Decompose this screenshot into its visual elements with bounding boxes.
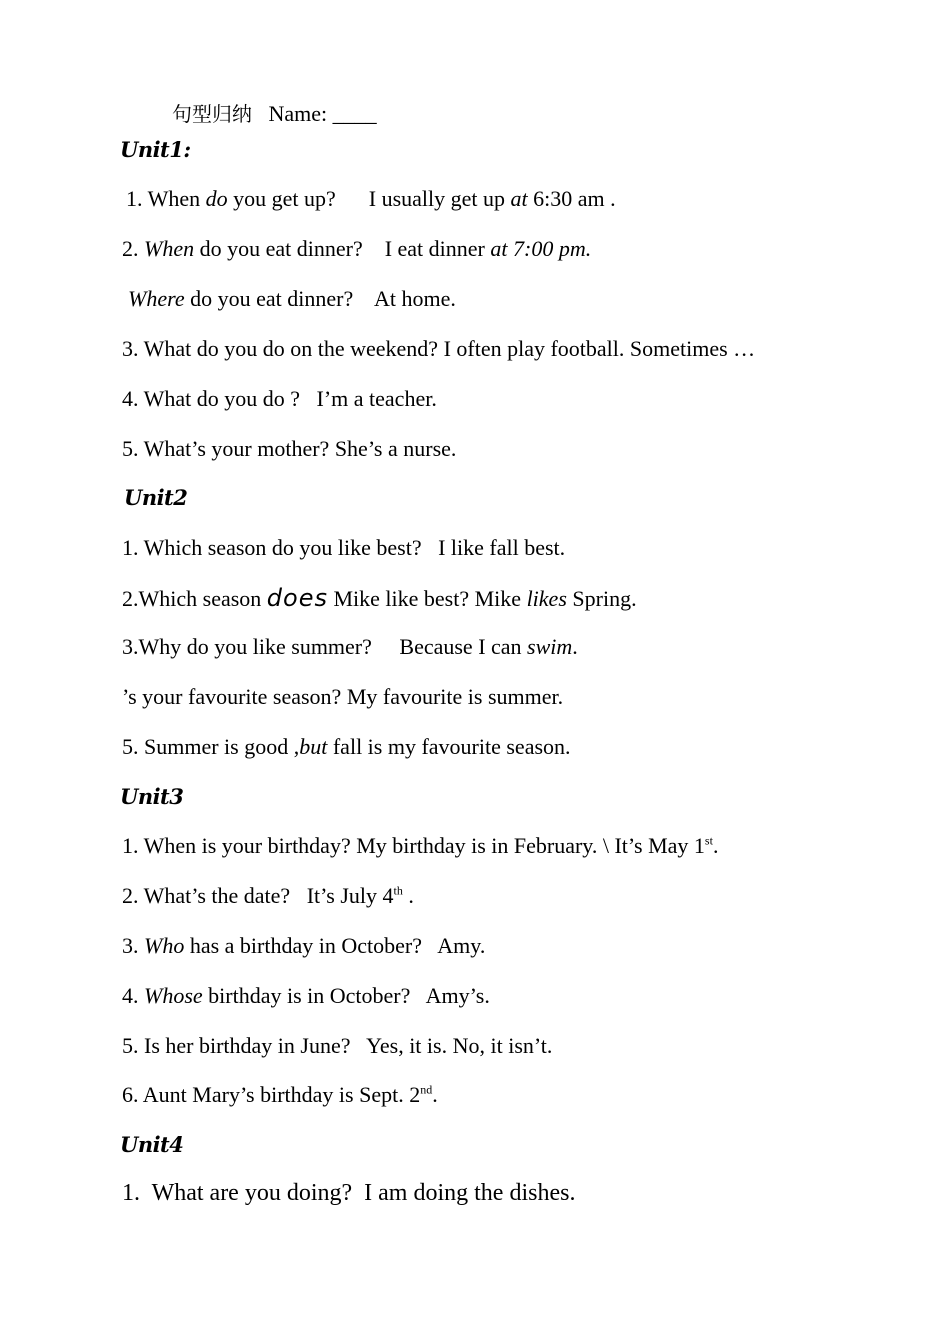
unit2-line-3: 3.Why do you like summer? Because I can swim. <box>122 634 578 659</box>
unit3-line-5: 5. Is her birthday in June? Yes, it is. No, it isn’t. <box>122 1033 553 1058</box>
unit2-line-2: 2.Which season does Mike like best? Mike likes Spring. <box>122 584 637 612</box>
unit3-line-3: 3. Who has a birthday in October? Amy. <box>122 933 486 958</box>
unit3-line-1: 1. When is your birthday? My birthday is in February. \ It’s May 1st. <box>122 833 719 858</box>
unit1-line-3: Where do you eat dinner? At home. <box>128 286 456 311</box>
unit3-line-2: 2. What’s the date? It’s July 4th . <box>122 883 414 908</box>
unit2-heading: Unit2 <box>124 485 188 510</box>
unit4-line-1: 1. What are you doing? I am doing the dishes. <box>122 1180 576 1206</box>
name-blank: ____ <box>332 101 377 126</box>
unit1-line-4: 3. What do you do on the weekend? I often play football. Sometimes … <box>122 336 756 361</box>
unit1-heading: Unit1: <box>120 137 191 162</box>
unit4-heading: Unit4 <box>120 1132 184 1157</box>
unit1-line-5: 4. What do you do ? I’m a teacher. <box>122 386 437 411</box>
unit1-line-6: 5. What’s your mother? She’s a nurse. <box>122 436 457 461</box>
worksheet-title: 句型归纳 <box>172 102 252 126</box>
unit2-line-4: ’s your favourite season? My favourite is summer. <box>122 684 564 709</box>
unit1-line-2: 2. When do you eat dinner? I eat dinner at 7:00 pm. <box>122 236 592 261</box>
unit3-line-4: 4. Whose birthday is in October? Amy’s. <box>122 983 490 1008</box>
unit1-line-1: 1. When do you get up? I usually get up at 6:30 am . <box>126 186 616 211</box>
unit2-line-1: 1. Which season do you like best? I like fall best. <box>122 535 566 560</box>
name-label: Name: <box>268 101 328 126</box>
unit3-heading: Unit3 <box>120 784 184 809</box>
unit2-line-5: 5. Summer is good ,but fall is my favourite season. <box>122 734 571 759</box>
unit3-line-6: 6. Aunt Mary’s birthday is Sept. 2nd. <box>122 1082 438 1107</box>
header-line <box>172 98 377 127</box>
